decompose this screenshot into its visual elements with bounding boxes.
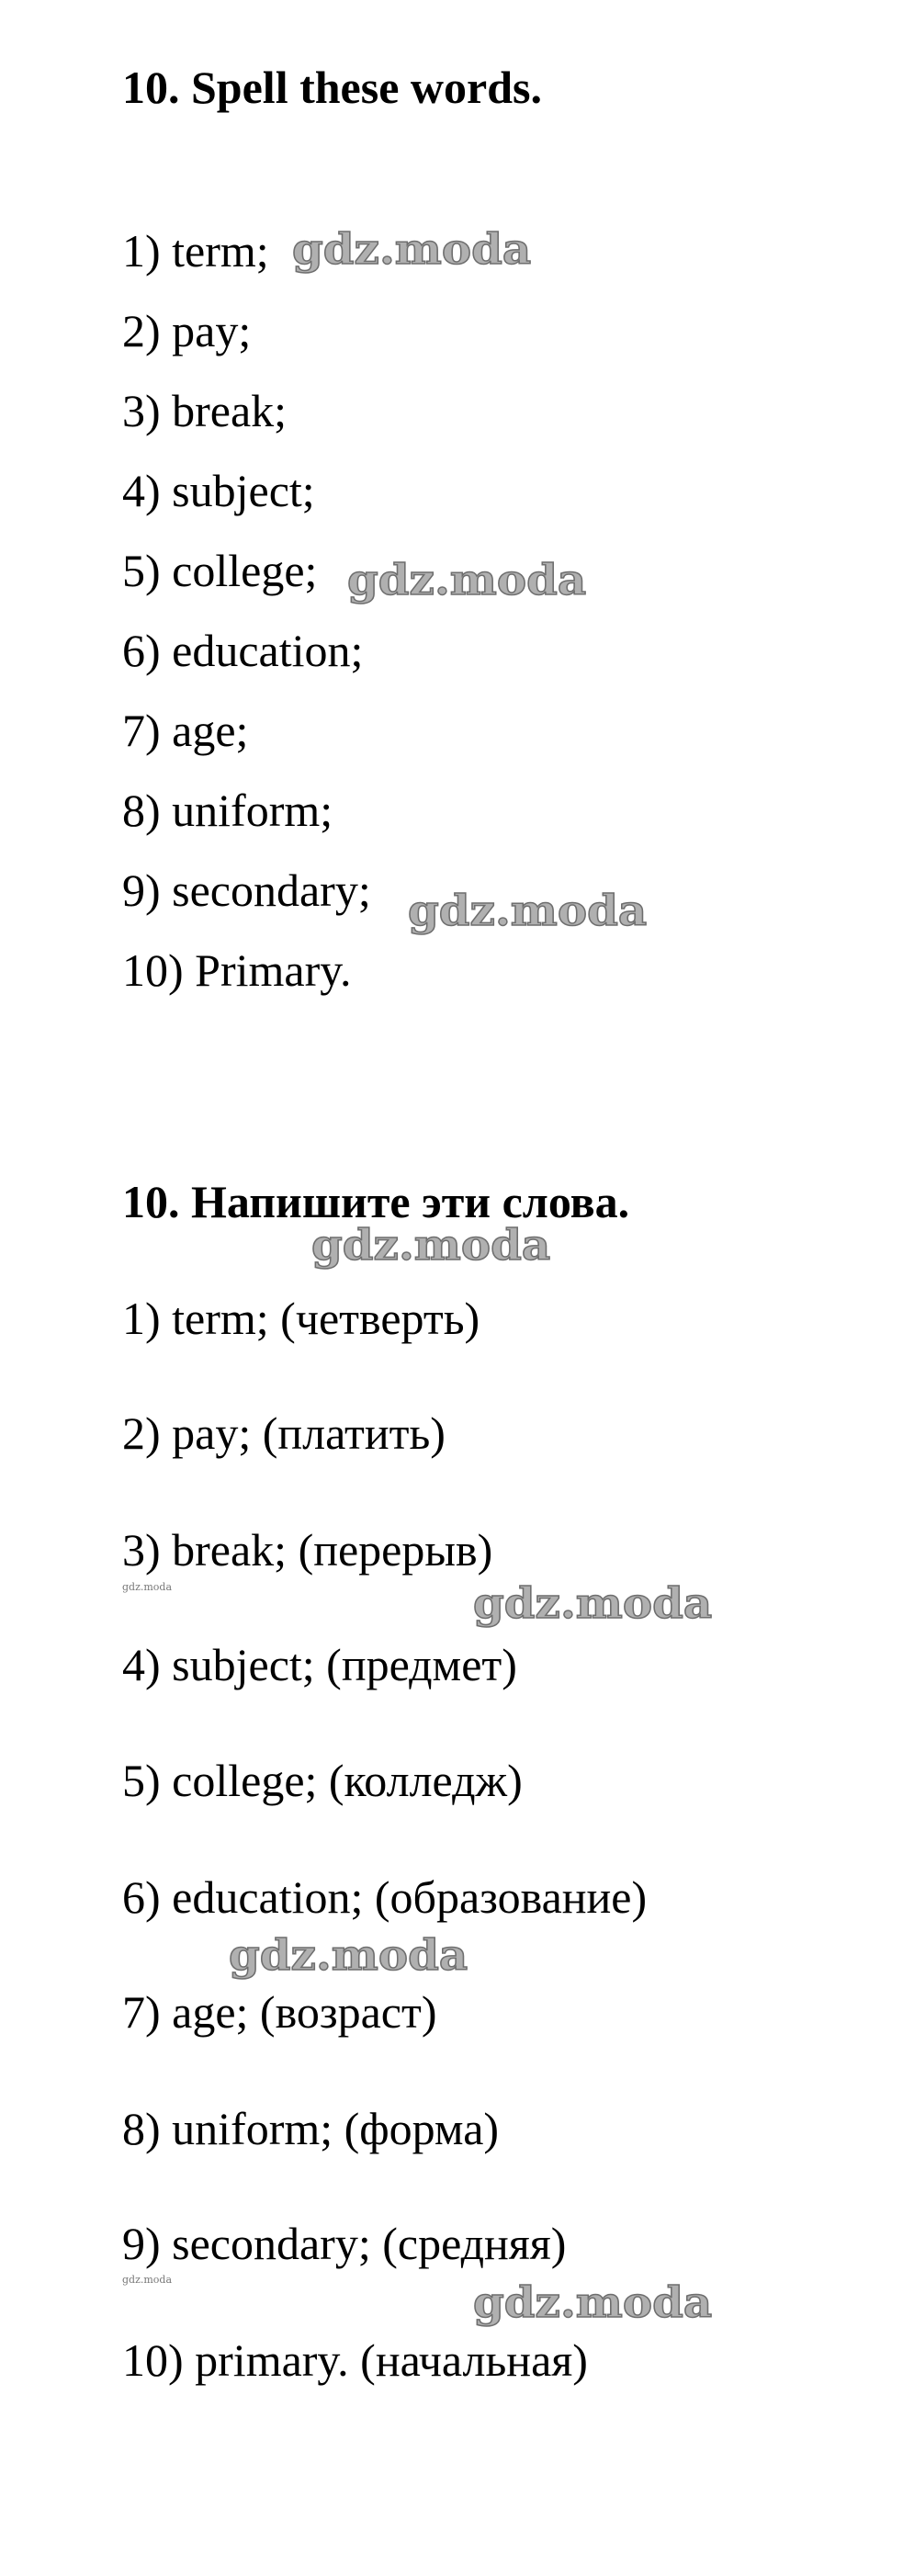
list-item: 1) term; (четверть) bbox=[122, 1293, 480, 1344]
watermark: gdz.moda bbox=[229, 1930, 468, 1980]
list-item: 3) break; (перерыв) bbox=[122, 1524, 493, 1576]
list-item: 6) education; bbox=[122, 625, 364, 676]
list-item: 8) uniform; (форма) bbox=[122, 2103, 500, 2154]
list-item: 2) pay; (платить) bbox=[122, 1407, 446, 1459]
list-item: 7) age; bbox=[122, 705, 249, 756]
list-item: 10) primary. (начальная) bbox=[122, 2334, 588, 2386]
list-item: 6) education; (образование) bbox=[122, 1871, 648, 1923]
watermark-small: gdz.moda bbox=[122, 2274, 173, 2286]
list-item: 7) age; (возраст) bbox=[122, 1986, 437, 2038]
list-item: 10) Primary. bbox=[122, 944, 352, 996]
list-item: 8) uniform; bbox=[122, 785, 333, 836]
watermark: gdz.moda bbox=[408, 886, 648, 935]
list-item: 5) college; bbox=[122, 545, 318, 596]
watermark: gdz.moda bbox=[292, 224, 532, 274]
list-item: 4) subject; bbox=[122, 465, 315, 516]
watermark: gdz.moda bbox=[473, 2277, 713, 2327]
list-item: 5) college; (колледж) bbox=[122, 1755, 523, 1806]
list-item: 3) break; bbox=[122, 385, 288, 436]
watermark: gdz.moda bbox=[347, 555, 587, 604]
watermark: gdz.moda bbox=[311, 1220, 551, 1270]
list-item: 9) secondary; bbox=[122, 864, 371, 916]
list-item: 1) term; bbox=[122, 225, 269, 277]
exercise-heading-ru: 10. Напишите эти слова. bbox=[122, 1176, 630, 1227]
exercise-heading-en: 10. Spell these words. bbox=[122, 62, 542, 113]
watermark: gdz.moda bbox=[473, 1578, 713, 1628]
list-item: 9) secondary; (средняя) bbox=[122, 2218, 567, 2269]
watermark-small: gdz.moda bbox=[122, 1581, 173, 1593]
list-item: 4) subject; (предмет) bbox=[122, 1639, 517, 1690]
list-item: 2) pay; bbox=[122, 305, 252, 356]
